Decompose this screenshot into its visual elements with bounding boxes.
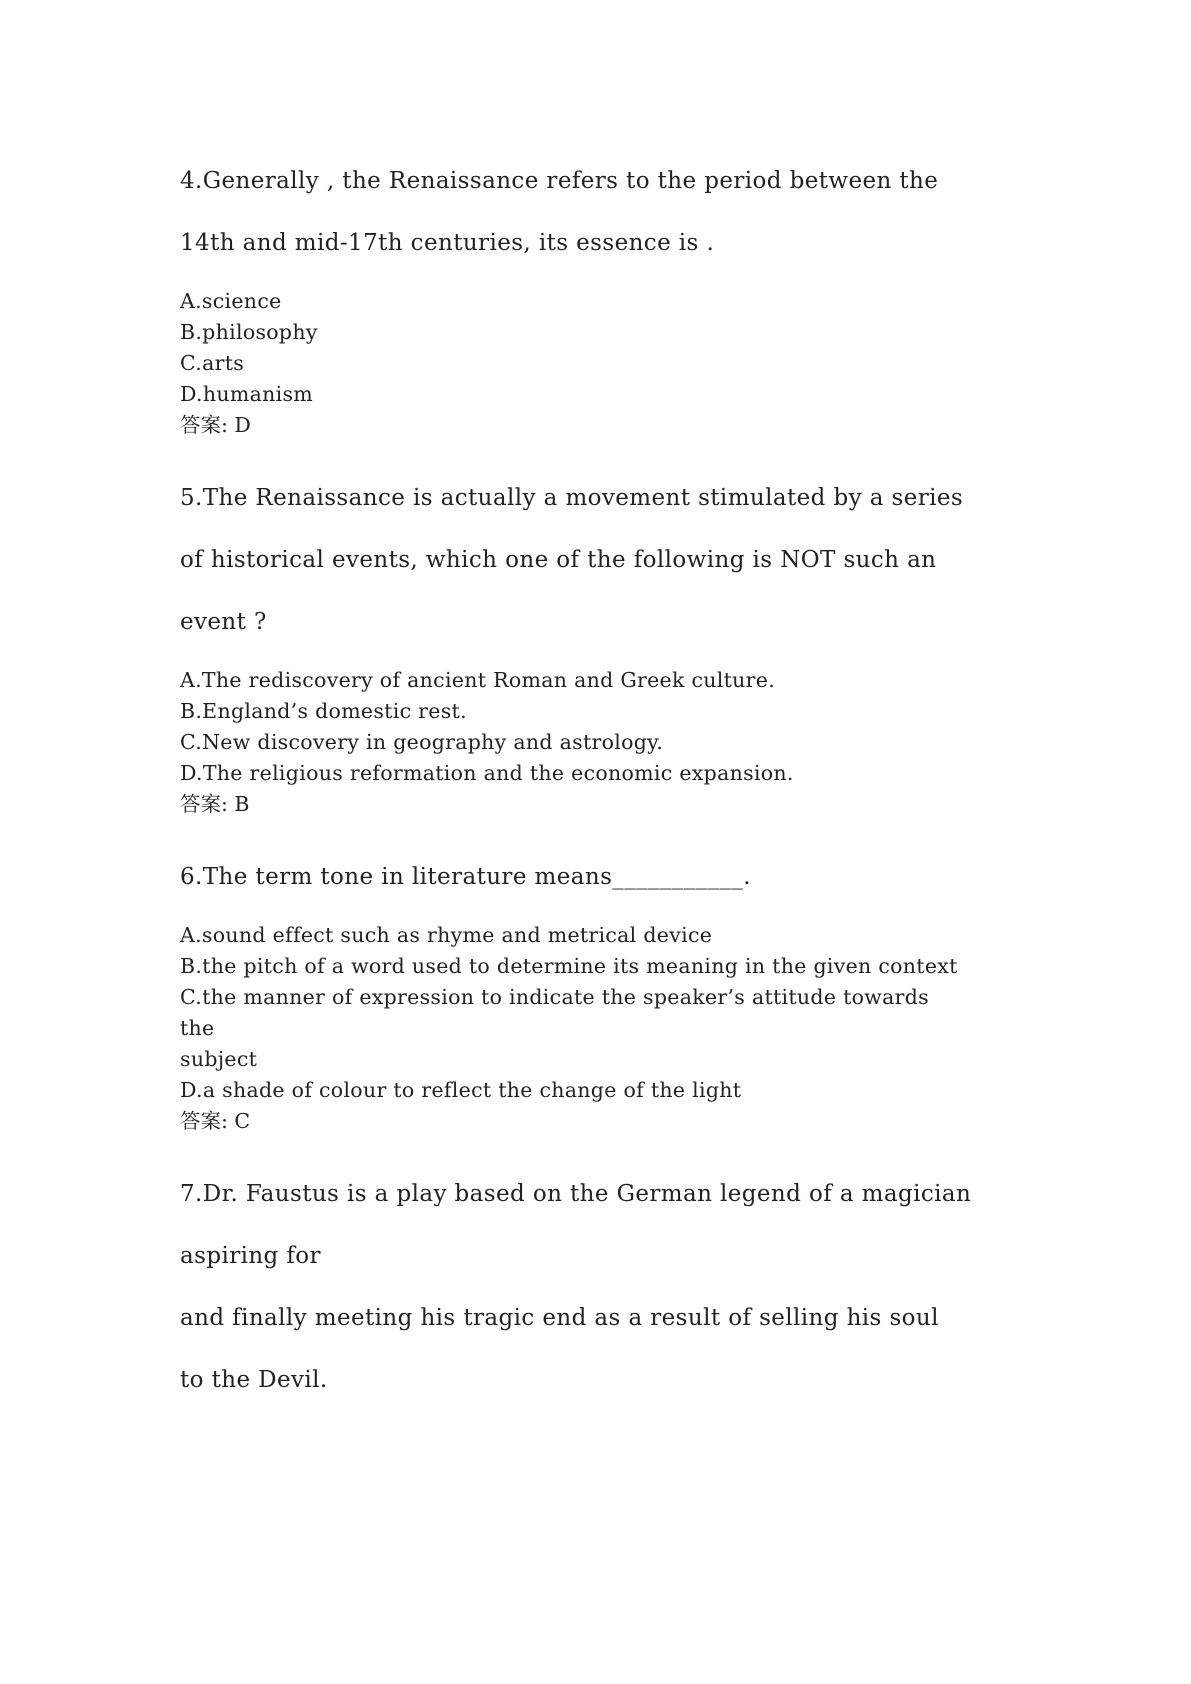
question-7 [180, 1163, 1020, 1411]
question-line: 5.The Renaissance is actually a movement stimulated by a series [180, 485, 964, 511]
option-a: A.science [180, 289, 282, 313]
option-c: C.the manner of expression to indicate the speaker’s attitude towards [180, 985, 929, 1009]
document-page [180, 150, 1020, 1423]
option-a: A.The rediscovery of ancient Roman and Greek culture. [180, 668, 776, 692]
option-c-continued: the [180, 1016, 215, 1040]
option-d: D.The religious reformation and the economic expansion. [180, 761, 794, 785]
options-6 [180, 920, 1020, 1137]
answer-label: 答案: D [180, 413, 251, 437]
question-4 [180, 150, 1020, 274]
option-d: D.a shade of colour to reflect the change of the light [180, 1078, 742, 1102]
question-line: 4.Generally , the Renaissance refers to the period between the [180, 168, 939, 194]
option-d: D.humanism [180, 382, 314, 406]
question-line: 14th and mid-17th centuries, its essence is . [180, 230, 715, 256]
option-b: B.England’s domestic rest. [180, 699, 467, 723]
question-6 [180, 846, 1020, 908]
option-c: C.arts [180, 351, 245, 375]
option-a: A.sound effect such as rhyme and metrical device [180, 923, 713, 947]
option-b: B.philosophy [180, 320, 318, 344]
question-line: 6.The term tone in literature means___________. [180, 864, 751, 890]
question-line: of historical events, which one of the following is NOT such an [180, 547, 937, 573]
question-line: aspiring for [180, 1243, 321, 1269]
options-4 [180, 286, 1020, 441]
question-5 [180, 467, 1020, 653]
option-c: C.New discovery in geography and astrology. [180, 730, 664, 754]
answer-label: 答案: C [180, 1109, 251, 1133]
question-line: and finally meeting his tragic end as a result of selling his soul [180, 1305, 939, 1331]
question-line: to the Devil. [180, 1367, 328, 1393]
question-line: 7.Dr. Faustus is a play based on the German legend of a magician [180, 1181, 972, 1207]
question-line: event ? [180, 609, 267, 635]
option-c-continued: subject [180, 1047, 258, 1071]
options-5 [180, 665, 1020, 820]
option-b: B.the pitch of a word used to determine its meaning in the given context [180, 954, 958, 978]
answer-label: 答案: B [180, 792, 250, 816]
